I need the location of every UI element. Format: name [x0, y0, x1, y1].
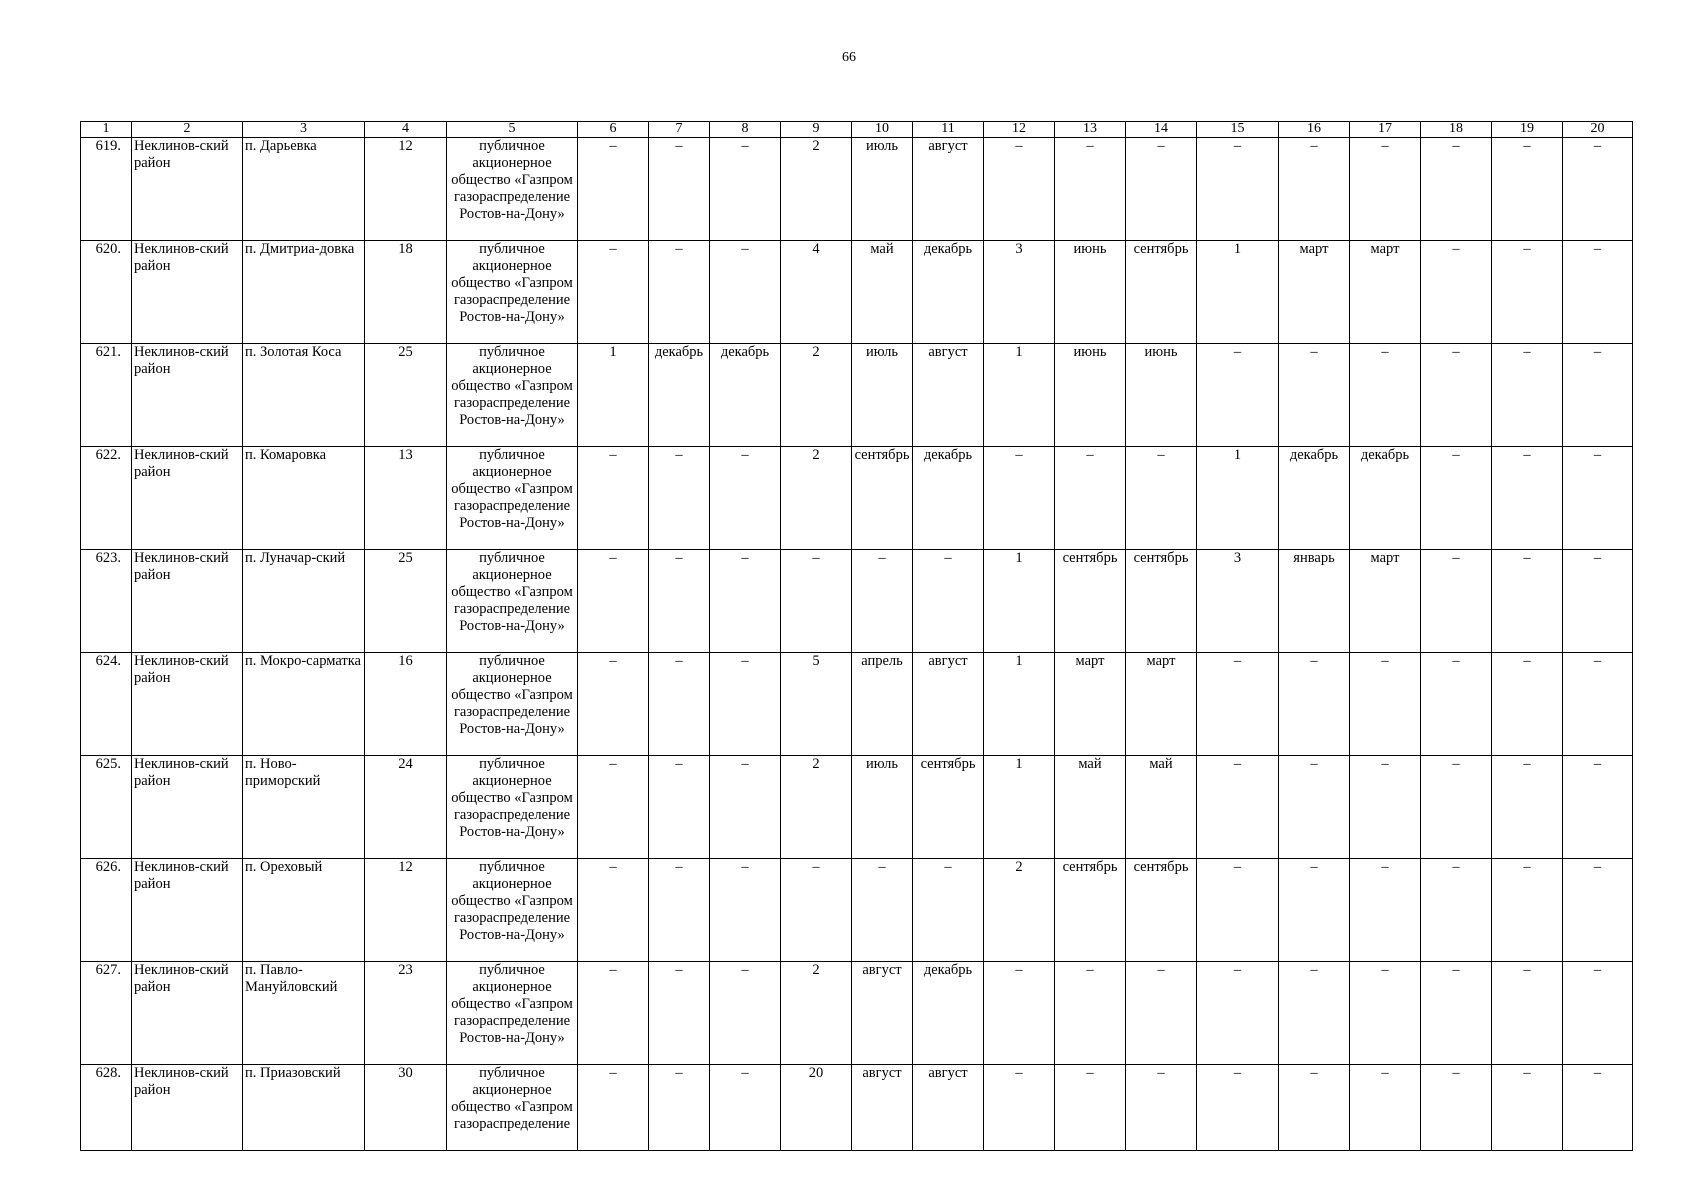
col-15-cell: – — [1197, 138, 1279, 241]
data-table — [80, 121, 1633, 1151]
column-header-18: 18 — [1421, 122, 1492, 138]
settlement-cell: п. Луначар-ский — [243, 550, 365, 653]
col-18-cell: – — [1421, 859, 1492, 962]
col-17-cell: март — [1350, 241, 1421, 344]
row-number-cell: 624. — [81, 653, 132, 756]
col-11-cell: – — [913, 859, 984, 962]
col-8-cell: – — [710, 1065, 781, 1151]
row-number-cell: 620. — [81, 241, 132, 344]
table-body — [81, 138, 1633, 1151]
col-6-cell: – — [578, 653, 649, 756]
col-14-cell: сентябрь — [1126, 550, 1197, 653]
row-number-cell: 627. — [81, 962, 132, 1065]
col-10-cell: апрель — [852, 653, 913, 756]
col-16-cell: – — [1279, 138, 1350, 241]
col-12-cell: 1 — [984, 653, 1055, 756]
owner-cell: публичное акционерное общество «Газпром газораспределение — [447, 1065, 578, 1151]
col-8-cell: – — [710, 962, 781, 1065]
col-12-cell: 1 — [984, 344, 1055, 447]
col-15-cell: – — [1197, 344, 1279, 447]
table-row — [81, 344, 1633, 447]
column-header-20: 20 — [1563, 122, 1633, 138]
col-18-cell: – — [1421, 344, 1492, 447]
col-10-cell: – — [852, 550, 913, 653]
col-6-cell: – — [578, 756, 649, 859]
col-13-cell: май — [1055, 756, 1126, 859]
district-cell: Неклинов-ский район — [132, 962, 243, 1065]
col-9-cell: 2 — [781, 447, 852, 550]
settlement-cell: п. Дмитриа-довка — [243, 241, 365, 344]
owner-cell: публичное акционерное общество «Газпром газораспределение Ростов-на-Дону» — [447, 138, 578, 241]
col-7-cell: – — [649, 447, 710, 550]
col-16-cell: – — [1279, 756, 1350, 859]
col-14-cell: март — [1126, 653, 1197, 756]
col-9-cell: 2 — [781, 962, 852, 1065]
col-8-cell: – — [710, 550, 781, 653]
row-number-cell: 619. — [81, 138, 132, 241]
col-18-cell: – — [1421, 653, 1492, 756]
owner-cell: публичное акционерное общество «Газпром газораспределение Ростов-на-Дону» — [447, 859, 578, 962]
col-20-cell: – — [1563, 859, 1633, 962]
col-17-cell: – — [1350, 138, 1421, 241]
column-header-1: 1 — [81, 122, 132, 138]
col-13-cell: сентябрь — [1055, 550, 1126, 653]
col-12-cell: – — [984, 1065, 1055, 1151]
col-20-cell: – — [1563, 756, 1633, 859]
col-7-cell: – — [649, 962, 710, 1065]
col-14-cell: – — [1126, 962, 1197, 1065]
col-6-cell: 1 — [578, 344, 649, 447]
col-13-cell: июнь — [1055, 344, 1126, 447]
district-cell: Неклинов-ский район — [132, 550, 243, 653]
col-6-cell: – — [578, 1065, 649, 1151]
owner-cell: публичное акционерное общество «Газпром газораспределение Ростов-на-Дону» — [447, 550, 578, 653]
col-10-cell: май — [852, 241, 913, 344]
col-6-cell: – — [578, 550, 649, 653]
district-cell: Неклинов-ский район — [132, 653, 243, 756]
col-7-cell: – — [649, 241, 710, 344]
district-cell: Неклинов-ский район — [132, 344, 243, 447]
col-9-cell: 2 — [781, 756, 852, 859]
col-7-cell: – — [649, 859, 710, 962]
col-10-cell: август — [852, 962, 913, 1065]
column-header-17: 17 — [1350, 122, 1421, 138]
col-18-cell: – — [1421, 1065, 1492, 1151]
col-18-cell: – — [1421, 138, 1492, 241]
col-16-cell: – — [1279, 859, 1350, 962]
col-8-cell: – — [710, 756, 781, 859]
col-11-cell: август — [913, 653, 984, 756]
col-15-cell: – — [1197, 756, 1279, 859]
district-cell: Неклинов-ский район — [132, 859, 243, 962]
col-7-cell: – — [649, 653, 710, 756]
col-13-cell: март — [1055, 653, 1126, 756]
col-7-cell: – — [649, 550, 710, 653]
col-11-cell: декабрь — [913, 447, 984, 550]
col-7-cell: – — [649, 138, 710, 241]
col-20-cell: – — [1563, 1065, 1633, 1151]
col-15-cell: – — [1197, 653, 1279, 756]
col-6-cell: – — [578, 962, 649, 1065]
col-7-cell: – — [649, 756, 710, 859]
col-17-cell: – — [1350, 962, 1421, 1065]
col-14-cell: июнь — [1126, 344, 1197, 447]
col-12-cell: 2 — [984, 859, 1055, 962]
col-12-cell: 1 — [984, 550, 1055, 653]
col-9-cell: 20 — [781, 1065, 852, 1151]
col-10-cell: июль — [852, 138, 913, 241]
col-14-cell: – — [1126, 138, 1197, 241]
col-17-cell: – — [1350, 653, 1421, 756]
col-17-cell: март — [1350, 550, 1421, 653]
col-19-cell: – — [1492, 447, 1563, 550]
col-11-cell: август — [913, 138, 984, 241]
count-cell: 12 — [365, 138, 447, 241]
col-11-cell: декабрь — [913, 962, 984, 1065]
table-row — [81, 550, 1633, 653]
col-16-cell: – — [1279, 962, 1350, 1065]
col-18-cell: – — [1421, 550, 1492, 653]
column-header-4: 4 — [365, 122, 447, 138]
col-18-cell: – — [1421, 241, 1492, 344]
column-header-5: 5 — [447, 122, 578, 138]
col-13-cell: – — [1055, 1065, 1126, 1151]
owner-cell: публичное акционерное общество «Газпром газораспределение Ростов-на-Дону» — [447, 756, 578, 859]
col-16-cell: декабрь — [1279, 447, 1350, 550]
owner-cell: публичное акционерное общество «Газпром газораспределение Ростов-на-Дону» — [447, 962, 578, 1065]
settlement-cell: п. Дарьевка — [243, 138, 365, 241]
col-11-cell: август — [913, 1065, 984, 1151]
col-6-cell: – — [578, 859, 649, 962]
settlement-cell: п. Павло-Мануйловский — [243, 962, 365, 1065]
col-8-cell: – — [710, 241, 781, 344]
table-row — [81, 653, 1633, 756]
col-19-cell: – — [1492, 859, 1563, 962]
col-15-cell: – — [1197, 1065, 1279, 1151]
col-12-cell: – — [984, 138, 1055, 241]
column-header-19: 19 — [1492, 122, 1563, 138]
table-row — [81, 859, 1633, 962]
col-19-cell: – — [1492, 241, 1563, 344]
column-header-12: 12 — [984, 122, 1055, 138]
column-header-7: 7 — [649, 122, 710, 138]
col-17-cell: – — [1350, 756, 1421, 859]
row-number-cell: 626. — [81, 859, 132, 962]
table-row — [81, 138, 1633, 241]
col-19-cell: – — [1492, 962, 1563, 1065]
row-number-cell: 621. — [81, 344, 132, 447]
count-cell: 18 — [365, 241, 447, 344]
col-16-cell: январь — [1279, 550, 1350, 653]
col-20-cell: – — [1563, 653, 1633, 756]
district-cell: Неклинов-ский район — [132, 241, 243, 344]
col-9-cell: – — [781, 550, 852, 653]
count-cell: 25 — [365, 550, 447, 653]
col-10-cell: июль — [852, 344, 913, 447]
col-19-cell: – — [1492, 550, 1563, 653]
col-10-cell: – — [852, 859, 913, 962]
col-14-cell: сентябрь — [1126, 859, 1197, 962]
column-header-3: 3 — [243, 122, 365, 138]
table-row — [81, 962, 1633, 1065]
col-17-cell: – — [1350, 1065, 1421, 1151]
col-12-cell: – — [984, 962, 1055, 1065]
col-13-cell: – — [1055, 447, 1126, 550]
col-11-cell: август — [913, 344, 984, 447]
col-8-cell: – — [710, 447, 781, 550]
col-19-cell: – — [1492, 653, 1563, 756]
count-cell: 24 — [365, 756, 447, 859]
col-19-cell: – — [1492, 138, 1563, 241]
column-header-10: 10 — [852, 122, 913, 138]
col-18-cell: – — [1421, 962, 1492, 1065]
row-number-cell: 623. — [81, 550, 132, 653]
settlement-cell: п. Ново-приморский — [243, 756, 365, 859]
col-20-cell: – — [1563, 344, 1633, 447]
settlement-cell: п. Приазовский — [243, 1065, 365, 1151]
col-19-cell: – — [1492, 344, 1563, 447]
col-14-cell: сентябрь — [1126, 241, 1197, 344]
col-15-cell: – — [1197, 859, 1279, 962]
col-9-cell: 2 — [781, 344, 852, 447]
col-12-cell: 1 — [984, 756, 1055, 859]
col-11-cell: – — [913, 550, 984, 653]
col-9-cell: 4 — [781, 241, 852, 344]
col-20-cell: – — [1563, 550, 1633, 653]
count-cell: 16 — [365, 653, 447, 756]
column-header-16: 16 — [1279, 122, 1350, 138]
district-cell: Неклинов-ский район — [132, 138, 243, 241]
settlement-cell: п. Комаровка — [243, 447, 365, 550]
col-13-cell: – — [1055, 962, 1126, 1065]
col-12-cell: – — [984, 447, 1055, 550]
col-15-cell: 3 — [1197, 550, 1279, 653]
col-14-cell: – — [1126, 447, 1197, 550]
row-number-cell: 622. — [81, 447, 132, 550]
col-10-cell: август — [852, 1065, 913, 1151]
col-6-cell: – — [578, 138, 649, 241]
table-row — [81, 756, 1633, 859]
district-cell: Неклинов-ский район — [132, 1065, 243, 1151]
col-14-cell: – — [1126, 1065, 1197, 1151]
page-number: 66 — [842, 50, 856, 65]
col-6-cell: – — [578, 447, 649, 550]
table-row — [81, 447, 1633, 550]
settlement-cell: п. Золотая Коса — [243, 344, 365, 447]
row-number-cell: 628. — [81, 1065, 132, 1151]
col-16-cell: – — [1279, 344, 1350, 447]
col-8-cell: – — [710, 859, 781, 962]
col-16-cell: – — [1279, 1065, 1350, 1151]
col-16-cell: март — [1279, 241, 1350, 344]
col-13-cell: июнь — [1055, 241, 1126, 344]
col-11-cell: сентябрь — [913, 756, 984, 859]
col-15-cell: 1 — [1197, 447, 1279, 550]
owner-cell: публичное акционерное общество «Газпром газораспределение Ростов-на-Дону» — [447, 653, 578, 756]
row-number-cell: 625. — [81, 756, 132, 859]
col-16-cell: – — [1279, 653, 1350, 756]
col-20-cell: – — [1563, 241, 1633, 344]
col-11-cell: декабрь — [913, 241, 984, 344]
col-17-cell: – — [1350, 859, 1421, 962]
count-cell: 12 — [365, 859, 447, 962]
header-row — [81, 122, 1633, 138]
col-20-cell: – — [1563, 138, 1633, 241]
col-8-cell: – — [710, 138, 781, 241]
col-8-cell: – — [710, 653, 781, 756]
col-9-cell: – — [781, 859, 852, 962]
owner-cell: публичное акционерное общество «Газпром газораспределение Ростов-на-Дону» — [447, 447, 578, 550]
count-cell: 30 — [365, 1065, 447, 1151]
col-17-cell: декабрь — [1350, 447, 1421, 550]
column-header-9: 9 — [781, 122, 852, 138]
column-header-15: 15 — [1197, 122, 1279, 138]
col-10-cell: сентябрь — [852, 447, 913, 550]
table-row — [81, 241, 1633, 344]
col-19-cell: – — [1492, 1065, 1563, 1151]
settlement-cell: п. Мокро-сарматка — [243, 653, 365, 756]
col-7-cell: декабрь — [649, 344, 710, 447]
count-cell: 25 — [365, 344, 447, 447]
col-9-cell: 2 — [781, 138, 852, 241]
table-header — [81, 122, 1633, 138]
settlement-cell: п. Ореховый — [243, 859, 365, 962]
col-20-cell: – — [1563, 962, 1633, 1065]
col-18-cell: – — [1421, 756, 1492, 859]
col-15-cell: – — [1197, 962, 1279, 1065]
owner-cell: публичное акционерное общество «Газпром газораспределение Ростов-на-Дону» — [447, 344, 578, 447]
column-header-2: 2 — [132, 122, 243, 138]
district-cell: Неклинов-ский район — [132, 447, 243, 550]
col-6-cell: – — [578, 241, 649, 344]
col-10-cell: июль — [852, 756, 913, 859]
col-20-cell: – — [1563, 447, 1633, 550]
table-row — [81, 1065, 1633, 1151]
col-18-cell: – — [1421, 447, 1492, 550]
col-15-cell: 1 — [1197, 241, 1279, 344]
col-13-cell: сентябрь — [1055, 859, 1126, 962]
col-14-cell: май — [1126, 756, 1197, 859]
col-12-cell: 3 — [984, 241, 1055, 344]
column-header-11: 11 — [913, 122, 984, 138]
col-17-cell: – — [1350, 344, 1421, 447]
col-7-cell: – — [649, 1065, 710, 1151]
column-header-8: 8 — [710, 122, 781, 138]
column-header-14: 14 — [1126, 122, 1197, 138]
column-header-13: 13 — [1055, 122, 1126, 138]
district-cell: Неклинов-ский район — [132, 756, 243, 859]
count-cell: 23 — [365, 962, 447, 1065]
col-8-cell: декабрь — [710, 344, 781, 447]
col-13-cell: – — [1055, 138, 1126, 241]
col-19-cell: – — [1492, 756, 1563, 859]
col-9-cell: 5 — [781, 653, 852, 756]
column-header-6: 6 — [578, 122, 649, 138]
owner-cell: публичное акционерное общество «Газпром газораспределение Ростов-на-Дону» — [447, 241, 578, 344]
count-cell: 13 — [365, 447, 447, 550]
